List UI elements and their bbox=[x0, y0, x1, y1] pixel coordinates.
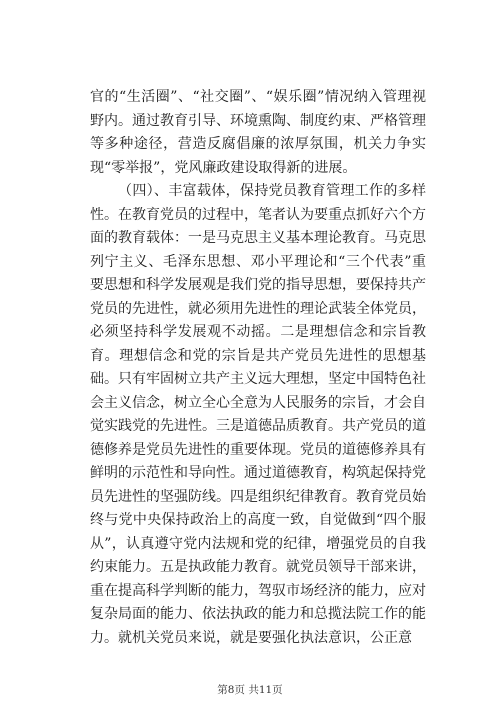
document-body bbox=[90, 86, 426, 650]
page-footer: 第8页 共11页 bbox=[217, 684, 283, 696]
paragraph-2: （四）、丰富载体，保持党员教育管理工作的多样性。在教育党员的过程中，笔者认为要重点抓好六个方面的教育载体：一是马克思主义基本理论教育。马克思列宁主义、毛泽东思想、邓小平理论和“三个代表”重要思想和科学发展观是我们党的指导思想，要保持共产党员的先进性，就必须用先进性的理论武装全体党员，必须坚持科学发展观不动摇。二是理想信念和宗旨教育。理想信念和党的宗旨是共产党员先进性的思想基础。只有牢固树立共产主义远大理想，坚定中国特色社会主义信念，树立全心全意为人民服务的宗旨，才会自觉实践党的先进性。三是道德品质教育。共产党员的道德修养是党员先进性的重要体现。党员的道德修养具有鲜明的示范性和导向性。通过道德教育，构筑起保持党员先进性的坚强防线。四是组织纪律教育。教育党员始终与党中央保持政治上的高度一致，自觉做到“四个服从”，认真遵守党内法规和党的纪律，增强党员的自我约束能力。五是执政能力教育。就党员领导干部来讲，重在提高科学判断的能力，驾驭市场经济的能力，应对复杂局面的能力、依法执政的能力和总揽法院工作的能力。就机关党员来说，就是要强化执法意识，公正意 bbox=[90, 183, 426, 646]
paragraph-1: 官的“生活圈”、“社交圈”、“娱乐圈”情况纳入管理视野内。通过教育引导、环境熏陶、制度约束、严格管理等多种途径，营造反腐倡廉的浓厚氛围，机关力争实现“零举报”，党风廉政建设取得新的进展。 bbox=[90, 89, 426, 176]
